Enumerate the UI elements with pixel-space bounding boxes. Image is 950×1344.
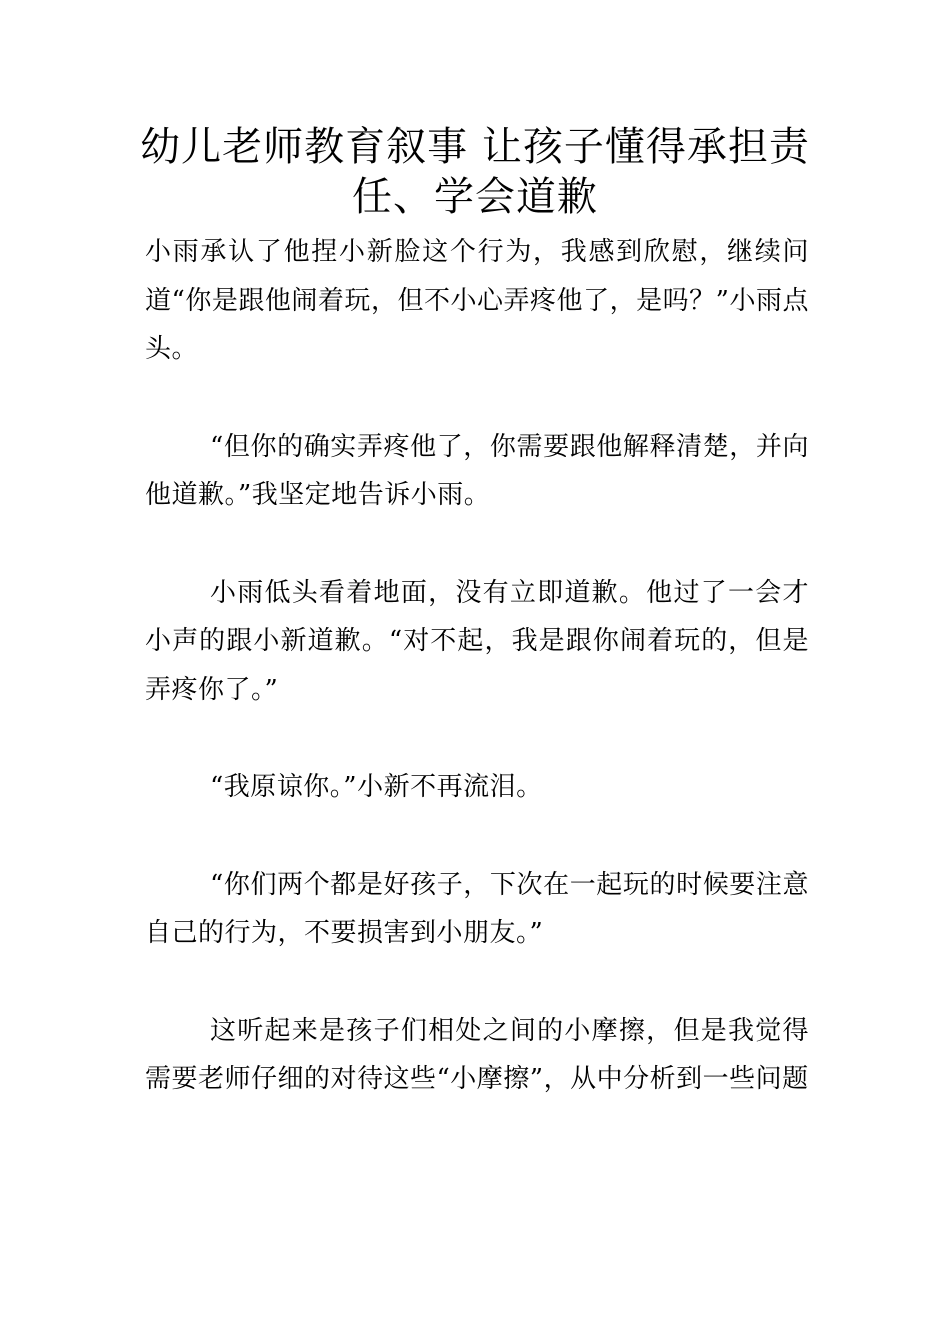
paragraph-5: “你们两个都是好孩子，下次在一起玩的时候要注意自己的行为，不要损害到小朋友。” (145, 869, 809, 948)
paragraph-6: 这听起来是孩子们相处之间的小摩擦，但是我觉得需要老师仔细的对待这些“小摩擦”，从中分析到一些问题 (145, 1015, 809, 1094)
document-title: 幼儿老师教育叙事 让孩子懂得承担责任、学会道歉 (140, 124, 810, 220)
paragraph-1: 小雨承认了他捏小新脸这个行为，我感到欣慰，继续问道“你是跟他闹着玩，但不小心弄疼他了，是吗？”小雨点头。 (145, 237, 809, 364)
paragraph-4: “我原谅你。”小新不再流泪。 (210, 772, 543, 802)
paragraph-2: “但你的确实弄疼他了，你需要跟他解释清楚，并向他道歉。”我坚定地告诉小雨。 (145, 431, 809, 510)
document-body (145, 228, 809, 1153)
paragraph-3: 小雨低头看着地面，没有立即道歉。他过了一会才小声的跟小新道歉。“对不起，我是跟你闹着玩的，但是弄疼你了。” (145, 577, 809, 705)
